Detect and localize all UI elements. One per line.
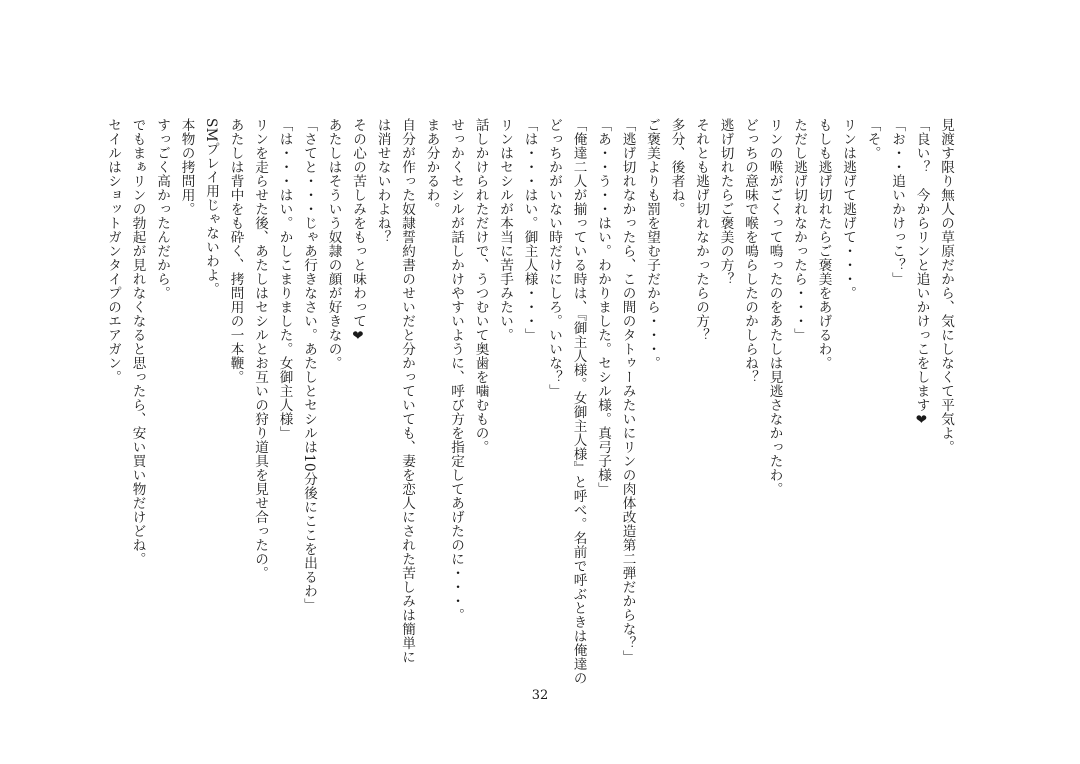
text-line: 逃げ切れたらご褒美の方？ xyxy=(717,118,734,286)
vertical-text-body xyxy=(105,118,958,686)
text-line: どっちかがいない時だけにしろ。いいな？」 xyxy=(546,118,562,398)
page-number: 32 xyxy=(531,688,549,703)
text-line: 「そ。 xyxy=(864,118,881,160)
text-line: どっちの意味で喉を鳴らしたのかしらね？ xyxy=(742,118,758,384)
text-line: その心の苦しみをもっと味わって❤ xyxy=(350,118,366,345)
text-line: 「は・・・はい。御主人様・・・」 xyxy=(521,118,538,342)
text-line: 「は・・・はい。かしこまりました。女御主人様」 xyxy=(276,118,293,440)
text-line: 「さてと・・・じゃあ行きなさい。あたしとセシルは10分後にここを出るわ」 xyxy=(301,118,317,613)
text-line: 「俺達二人が揃っている時は、『御主人様。女御主人様』と呼べ。名前で呼ぶときは俺達の xyxy=(570,118,587,686)
text-line: セイルはショットガンタイプのエアガン。 xyxy=(105,118,121,384)
text-line: SMプレイ用じゃないわよ。 xyxy=(203,118,219,297)
text-line: あたしは背中をも砕く、拷問用の一本鞭。 xyxy=(227,118,244,384)
text-line: それとも逃げ切れなかったらの方？ xyxy=(693,118,709,342)
text-line: ただし逃げ切れなかったら・・・」 xyxy=(791,118,807,342)
text-line: すっごく高かったんだから。 xyxy=(154,118,170,300)
text-line: 「逃げ切れなかったら、この間のタトゥーみたいにリンの肉体改造第二弾だからな？」 xyxy=(619,118,636,664)
text-line: でもまぁリンの勃起が見れなくなると思ったら、安い買い物だけどね。 xyxy=(129,118,146,566)
text-line: まあ分かるわ。 xyxy=(423,118,440,216)
text-line: 話しかけられただけで、うつむいて奥歯を噛むもの。 xyxy=(472,118,489,454)
text-line: 自分が作った奴隷誓約書のせいだと分かっていても、妻を恋人にされた苦しみは簡単に xyxy=(399,118,415,664)
text-line: もしも逃げ切れたらご褒美をあげるわ。 xyxy=(815,118,832,370)
text-line: リンの喉がごくって鳴ったのをあたしは見逃さなかったわ。 xyxy=(766,118,783,496)
text-line: リンを走らせた後、あたしはセシルとお互いの狩り道具を見せ合ったの。 xyxy=(252,118,268,580)
text-line: ご褒美よりも罰を望む子だから・・・。 xyxy=(644,118,660,370)
text-line: は消せないわよね？ xyxy=(374,118,391,244)
text-line: リンはセシルが本当に苦手みたい。 xyxy=(497,118,513,342)
text-line: リンは逃げて逃げて・・・。 xyxy=(840,118,856,300)
text-line: 多分、後者ね。 xyxy=(668,118,685,216)
text-line: あたしはそういう奴隷の顔が好きなの。 xyxy=(325,118,342,370)
text-line: 見渡す限り無人の草原だから、気にしなくて平気よ。 xyxy=(938,118,954,454)
text-line: せっかくセシルが話しかけやすいように、呼び方を指定してあげたのに・・・。 xyxy=(448,118,464,622)
text-line: 本物の拷問用。 xyxy=(178,118,195,216)
text-line: 「良い？ 今からリンと追いかけっこをします❤ xyxy=(913,118,930,429)
text-line: 「お・・追いかけっこ？」 xyxy=(889,118,905,286)
text-line: 「あ・・う・・はい。わかりました。セシル様。真弓子様」 xyxy=(595,118,611,496)
